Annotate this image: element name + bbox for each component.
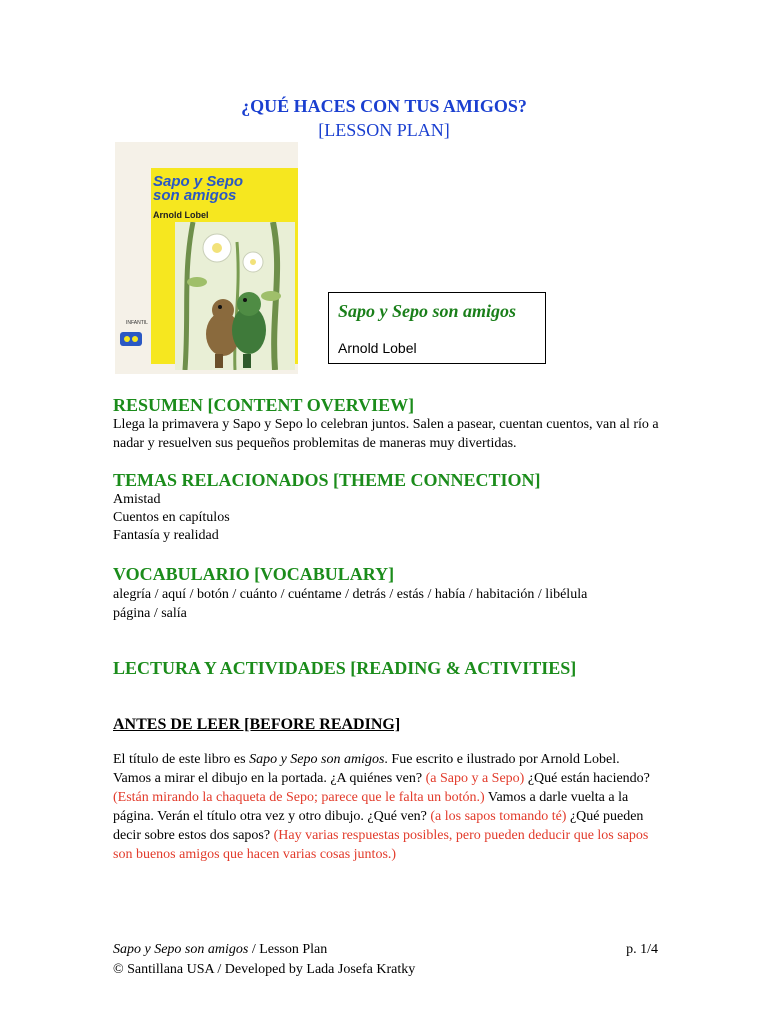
- paragraph-text: . Fue escrito e ilustrado por Arnold Lobel. Vamos a mirar el dibujo en la portada. ¿A quiénes ven?: [113, 752, 620, 786]
- vocabulario-list: [113, 585, 587, 623]
- temas-list: [113, 491, 230, 545]
- book-title: Sapo y Sepo son amigos: [338, 301, 517, 321]
- footer-line-1: [113, 940, 658, 960]
- cover-series-label: INFANTIL: [126, 320, 148, 326]
- heading-temas: TEMAS RELACIONADOS [THEME CONNECTION]: [113, 470, 541, 490]
- page-footer: [113, 940, 658, 980]
- page-number: p. 1/4: [626, 942, 658, 957]
- cover-title: [153, 175, 243, 203]
- publisher-logo-icon: [119, 330, 143, 348]
- paragraph-text: Vamos a darle vuelta a la página. Verán el título otra vez y otro dibujo. ¿Qué ven?: [113, 790, 629, 824]
- vocab-line: alegría / aquí / botón / cuánto / cuéntame / detrás / estás / había / habitación / libélula: [113, 587, 588, 602]
- book-author: Arnold Lobel: [338, 340, 417, 356]
- paragraph-book-title: Sapo y Sepo son amigos: [249, 752, 385, 767]
- frogs-illustration-icon: [175, 222, 295, 370]
- answer-text: (Están mirando la chaqueta de Sepo; parece que le falta un botón.): [113, 790, 485, 805]
- book-cover-image: [115, 142, 298, 374]
- vocab-line: página / salía: [113, 606, 187, 621]
- antes-paragraph: [113, 750, 658, 864]
- paragraph-text: El título de este libro es: [113, 752, 250, 767]
- heading-antes-de-leer: ANTES DE LEER [BEFORE READING]: [113, 716, 401, 733]
- footer-book-title: Sapo y Sepo son amigos: [113, 942, 249, 957]
- cover-title-line2: son amigos: [153, 187, 237, 204]
- cover-title-line1: Sapo y Sepo: [153, 173, 244, 190]
- list-item: Amistad: [113, 492, 161, 507]
- footer-copyright: © Santillana USA / Developed by Lada Josefa Kratky: [113, 962, 416, 977]
- cover-author: Arnold Lobel: [153, 210, 209, 220]
- page-title: ¿QUÉ HACES CON TUS AMIGOS?: [241, 96, 527, 116]
- paragraph-text: ¿Qué están haciendo?: [524, 771, 650, 786]
- page-subtitle: [LESSON PLAN]: [318, 120, 450, 140]
- book-info-box: [328, 292, 546, 364]
- heading-lectura: LECTURA Y ACTIVIDADES [READING & ACTIVITIES]: [113, 658, 577, 678]
- heading-vocabulario: VOCABULARIO [VOCABULARY]: [113, 564, 395, 584]
- resumen-text: Llega la primavera y Sapo y Sepo lo celebran juntos. Salen a pasear, cuentan cuentos, van al río a nadar y resuelven sus pequeños problemitas de maneras muy divertidas.: [113, 417, 659, 451]
- paragraph-text: ¿Qué pueden decir sobre estos dos sapos?: [113, 809, 644, 843]
- answer-text: (a los sapos tomando té): [430, 809, 567, 824]
- list-item: Cuentos en capítulos: [113, 510, 230, 525]
- heading-resumen: RESUMEN [CONTENT OVERVIEW]: [113, 395, 415, 415]
- list-item: Fantasía y realidad: [113, 528, 219, 543]
- footer-doc-label: / Lesson Plan: [248, 942, 328, 957]
- answer-text: (a Sapo y a Sepo): [425, 771, 525, 786]
- answer-text: (Hay varias respuestas posibles, pero pueden deducir que los sapos son buenos amigos que hacen varias cosas juntos.): [113, 828, 649, 862]
